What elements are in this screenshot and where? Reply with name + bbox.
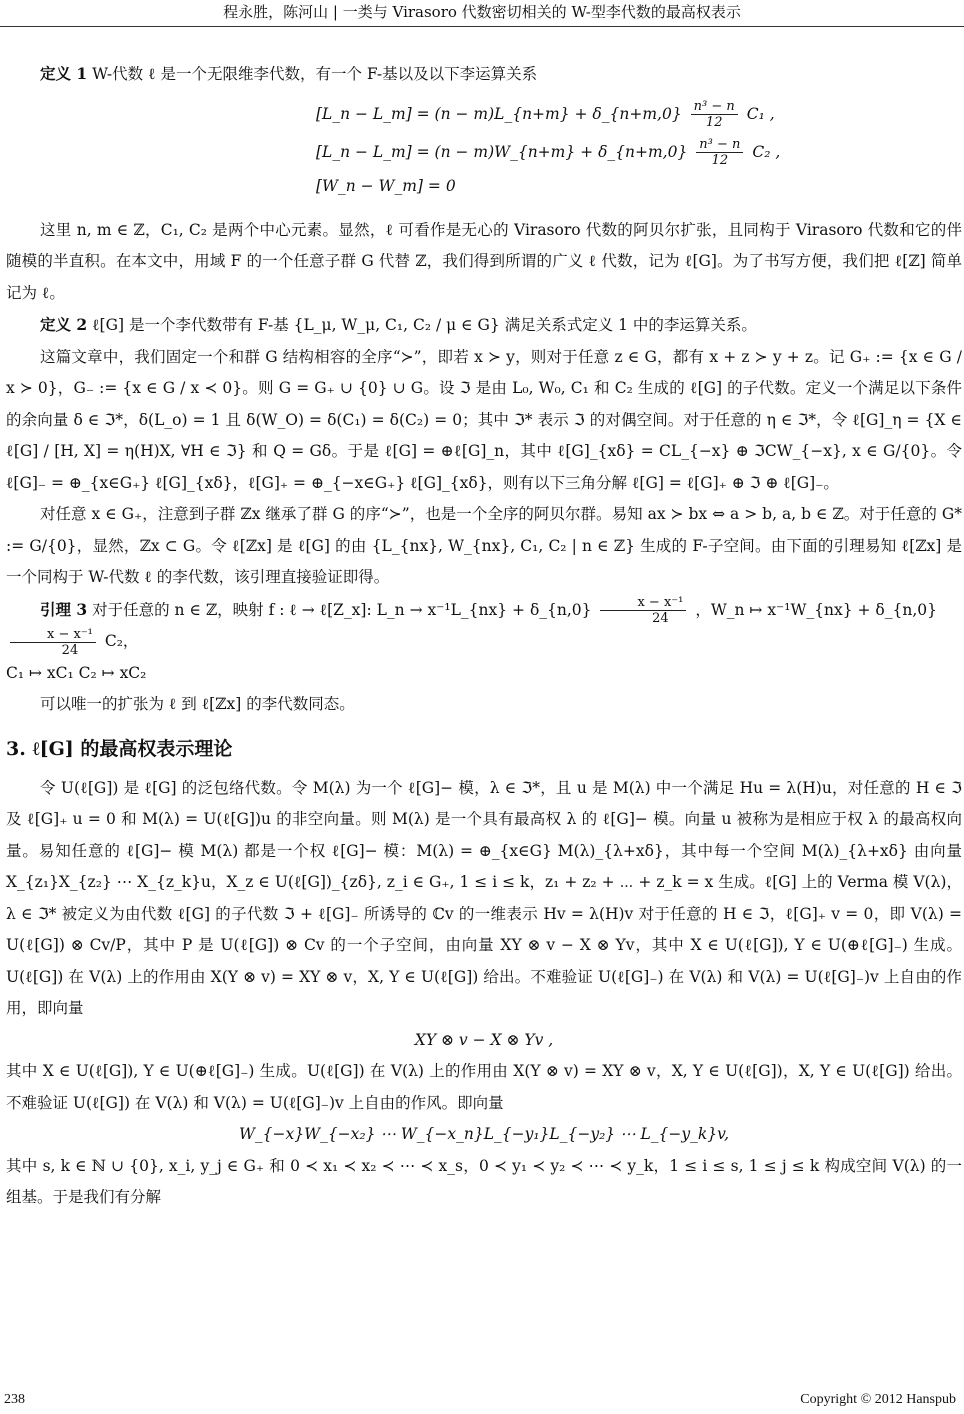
lemma-3-label: 引理 3	[40, 599, 88, 619]
lemma-3-map-line: C₁ ↦ xC₁ C₂ ↦ xC₂	[6, 663, 147, 682]
centered-equation-1: XY ⊗ v − X ⊗ Yv ,	[414, 1030, 554, 1049]
equation-2-lhs: [L_n − L_m] = (n − m)W_{n+m} + δ_{n+m,0}	[316, 142, 688, 161]
fraction-numerator: n³ − n	[696, 137, 743, 153]
equation-2-fraction	[696, 137, 743, 168]
fraction-numerator: x − x⁻¹	[600, 595, 686, 611]
centered-equation-2: W_{−x}W_{−x₂} ⋯ W_{−x_n}L_{−y₁}L_{−y₂} ⋯ L_{−y_k}v,	[239, 1125, 729, 1143]
header-divider	[0, 26, 964, 27]
definition-1-text: W-代数 ℓ 是一个无限维李代数，有一个 F-基以及以下李运算关系	[92, 65, 538, 83]
fraction-denominator: 12	[705, 115, 723, 130]
lemma-3	[6, 594, 962, 658]
page-number: 238	[4, 1392, 25, 1407]
lemma-3-text-c: C₂，	[104, 632, 139, 650]
fraction-numerator: n³ − n	[691, 99, 738, 115]
lemma-3-fraction-2	[10, 627, 96, 658]
equation-2-tail: C₂ ,	[752, 142, 781, 161]
equation-1-lhs: [L_n − L_m] = (n − m)L_{n+m} + δ_{n+m,0}	[316, 104, 682, 123]
paragraph-basis: 其中 s, k ∈ ℕ ∪ {0}, x_i, y_j ∈ G₊ 和 0 ≺ x₁ ≺ x₂ ≺ ⋯ ≺ x_s，0 ≺ y₁ ≺ y₂ ≺ ⋯ ≺ y_k，1 ≤ i ≤ s, 1 ≤ j ≤ k 构成空间 V(λ) 的一组基。于是我们有分解	[6, 1156, 962, 1206]
equation-1	[6, 95, 962, 133]
copyright-notice: Copyright © 2012 Hanspub	[800, 1392, 956, 1407]
paragraph-action: 其中 X ∈ U(ℓ[G]), Y ∈ U(⊕ℓ[G]₋) 生成。U(ℓ[G]) 在 V(λ) 上的作用由 X(Y ⊗ v) = XY ⊗ v，X, Y ∈ U(ℓ[G])，X, Y ∈ U(ℓ[G]) 给出。不难验证 U(ℓ[G]) 在 V(λ) 和 V(λ) = U(ℓ[G]₋)v 上自由的作风。即向量	[6, 1062, 962, 1112]
lemma-3-conclusion: 可以唯一的扩张为 ℓ 到 ℓ[ℤx] 的李代数同态。	[40, 695, 355, 713]
equation-2	[6, 133, 962, 171]
article-body	[6, 58, 962, 1214]
equation-3: [W_n − W_m] = 0	[316, 176, 456, 195]
paragraph-ordering: 这篇文章中，我们固定一个和群 G 结构相容的全序“≻”，即若 x ≻ y，则对于任意 z ∈ G，都有 x + z ≻ y + z。记 G₊ := {x ∈ G / x ≻ 0}，G₋ := {x ∈ G / x ≺ 0}。则 G = G₊ ∪ {0} ∪ G。设 ℑ 是由 L₀, W₀, C₁ 和 C₂ 生成的 ℓ[G] 的子代数。定义一个满足以下条件的余向量 δ ∈ ℑ*，δ(L_o) = 1 且 δ(W_O) = δ(C₁) = δ(C₂) = 0；其中 ℑ* 表示 ℑ 的对偶空间。对于任意的 η ∈ ℑ*，令 ℓ[G]_η = {X ∈ ℓ[G] / [H, X] = η(H)X, ∀H ∈ ℑ} 和 Q = Gδ。于是 ℓ[G] = ⊕ℓ[G]_n，其中 ℓ[G]_{xδ} = CL_{−x} ⊕ ℑCW_{−x}, x ∈ G/{0}。令 ℓ[G]₋ = ⊕_{x∈G₊} ℓ[G]_{xδ}，ℓ[G]₊ = ⊕_{−x∈G₊} ℓ[G]_{xδ}，则有以下三角分解 ℓ[G] = ℓ[G]₊ ⊕ ℑ ⊕ ℓ[G]₋。	[6, 347, 962, 492]
lemma-3-fraction-1	[600, 595, 686, 626]
lemma-3-text-b: ，W_n ↦ x⁻¹W_{nx} + δ_{n,0}	[695, 600, 938, 619]
section-number: 3.	[6, 737, 26, 760]
paragraph-intro: 这里 n, m ∈ ℤ，C₁, C₂ 是两个中心元素。显然，ℓ 可看作是无心的 Virasoro 代数的阿贝尔扩张，且同构于 Virasoro 代数和它的伴随模的半直积。在本文中，用域 F 的一个任意子群 G 代替 ℤ，我们得到所谓的广义 ℓ 代数，记为 ℓ[G]。为了书写方便，我们把 ℓ[ℤ] 简单记为 ℓ。	[6, 220, 962, 302]
definition-2-text: ℓ[G] 是一个李代数带有 F-基 {L_μ, W_μ, C₁, C₂ / μ ∈ G} 满足关系式定义 1 中的李运算关系。	[92, 316, 757, 334]
equation-1-tail: C₁ ,	[746, 104, 775, 123]
fraction-numerator: x − x⁻¹	[10, 627, 96, 643]
equation-block-1	[6, 95, 962, 201]
paragraph-subgroup: 对任意 x ∈ G₊，注意到子群 ℤx 继承了群 G 的序“≻”，也是一个全序的阿贝尔群。易知 ax ≻ bx ⇔ a > b, a, b ∈ ℤ。对于任意的 G* := G/{0}，显然，ℤx ⊂ G。令 ℓ[ℤx] 是 ℓ[G] 的由 {L_{nx}, W_{nx}, C₁, C₂ | n ∈ ℤ} 生成的 F-子空间。由下面的引理易知 ℓ[ℤx] 是一个同构于 W-代数 ℓ 的李代数，该引理直接验证即得。	[6, 505, 962, 586]
fraction-denominator: 12	[711, 153, 729, 168]
fraction-denominator: 24	[652, 611, 669, 626]
equation-1-fraction	[691, 99, 738, 130]
section-title: ℓ[G] 的最高权表示理论	[32, 737, 233, 760]
definition-1	[6, 58, 962, 91]
section-3-heading	[6, 733, 962, 765]
lemma-3-text-a: 对于任意的 n ∈ ℤ，映射 f : ℓ → ℓ[Z_x]: L_n → x⁻¹L_{nx} + δ_{n,0}	[92, 600, 592, 619]
definition-2-label: 定义 2	[40, 315, 88, 334]
fraction-denominator: 24	[61, 642, 79, 658]
running-header: 程永胜，陈河山 | 一类与 Virasoro 代数密切相关的 W-型李代数的最高权表示	[223, 3, 741, 21]
definition-2	[6, 309, 962, 342]
definition-1-label: 定义 1	[40, 64, 88, 83]
paragraph-highest-weight: 令 U(ℓ[G]) 是 ℓ[G] 的泛包络代数。令 M(λ) 为一个 ℓ[G]− 模，λ ∈ ℑ*，且 u 是 M(λ) 中一个满足 Hu = λ(H)u，对任意的 H ∈ ℑ 及 ℓ[G]₊ u = 0 和 M(λ) = U(ℓ[G])u 的非空向量。则 M(λ) 是一个具有最高权 λ 的 ℓ[G]− 模。向量 u 被称为是相应于权 λ 的最高权向量。易知任意的 ℓ[G]− 模 M(λ) 都是一个权 ℓ[G]− 模：M(λ) = ⊕_{x∈G} M(λ)_{λ+xδ}，其中每一个空间 M(λ)_{λ+xδ} 由向量 X_{z₁}X_{z₂} ⋯ X_{z_k}u，X_z ∈ U(ℓ[G])_{zδ}, z_i ∈ G₊, 1 ≤ i ≤ k，z₁ + z₂ + ⋯ + z_k = x 生成。ℓ[G] 上的 Verma 模 V(λ)，λ ∈ ℑ* 被定义为由代数 ℓ[G] 的子代数 ℑ + ℓ[G]₋ 所诱导的 ℂv 的一维表示 Hv = λ(H)v 对于任意的 H ∈ ℑ，ℓ[G]₊ v = 0，即 V(λ) = U(ℓ[G]) ⊗ Cv/P，其中 P 是 U(ℓ[G]) ⊗ Cv 的一个子空间，由向量 XY ⊗ v − X ⊗ Yv，其中 X ∈ U(ℓ[G]), Y ∈ U(⊕ℓ[G]₋) 生成。U(ℓ[G]) 在 V(λ) 上的作用由 X(Y ⊗ v) = XY ⊗ v，X, Y ∈ U(ℓ[G]) 给出。不难验证 U(ℓ[G]₋) 在 V(λ) 和 V(λ) = U(ℓ[G]₋)v 上自由的作用，即向量	[6, 778, 962, 1017]
